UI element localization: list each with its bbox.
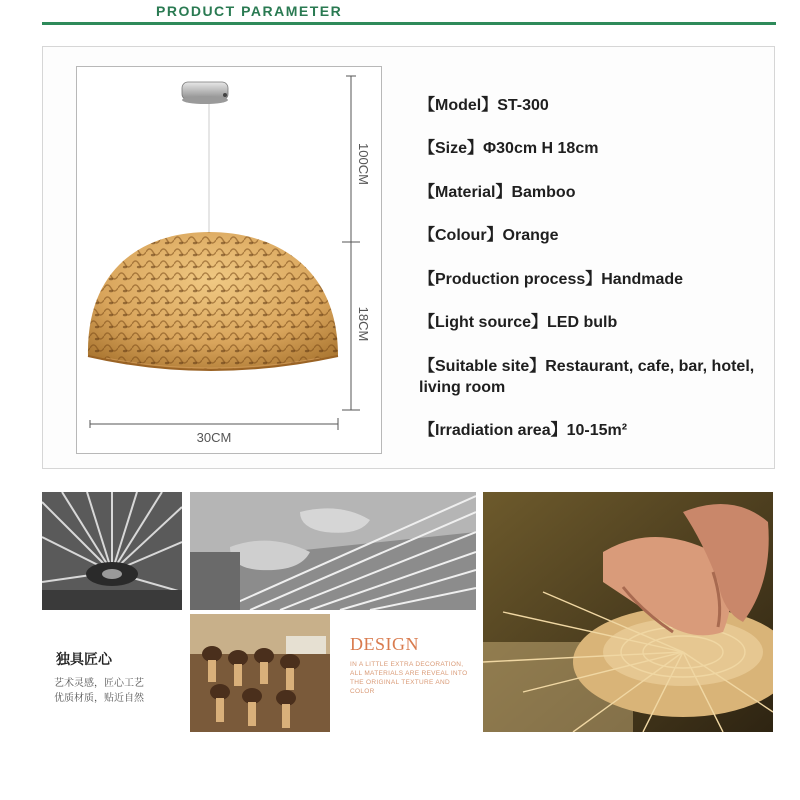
spec-list [419, 96, 759, 465]
width-label: 30CM [196, 430, 232, 445]
design-title: DESIGN [350, 634, 419, 654]
height-shade-label: 18CM [356, 306, 371, 342]
hands-weaving-photo [190, 492, 476, 610]
spec-production-process: 【Production process】Handmade [419, 270, 684, 288]
lamp-diagram [76, 66, 382, 454]
craftsmanship-line-1: 艺术灵感，匠心工艺 [54, 678, 144, 689]
page-title: PRODUCT PARAMETER [156, 3, 343, 19]
ceiling-canopy [182, 82, 228, 104]
spec-light-source: 【Light source】LED bulb [419, 313, 618, 331]
craftsmanship-line-2: 优质材质，贴近自然 [54, 693, 144, 704]
spec-model: 【Model】ST-300 [419, 97, 549, 114]
tools-photo [190, 614, 330, 732]
craftsman-weaving-photo [483, 492, 773, 732]
craftsmanship-text [54, 676, 182, 706]
craftsmanship-title: 独具匠心 [56, 652, 112, 668]
spec-material: 【Material】Bamboo [419, 183, 576, 201]
bamboo-spokes-photo [42, 492, 182, 610]
header-divider [42, 22, 776, 25]
design-text: IN A LITTLE EXTRA DECORATION, ALL MATERIALS ARE REVEAL INTO THE ORIGINAL TEXTURE AND COLOR [350, 661, 468, 695]
spec-colour: 【Colour】Orange [419, 227, 559, 245]
design-panel [336, 614, 476, 732]
spec-irradiation-area: 【Irradiation area】10-15m² [419, 422, 628, 440]
spec-size: 【Size】Φ30cm H 18cm [419, 140, 599, 158]
spec-suitable-site: 【Suitable site】Restaurant, cafe, bar, hotel, living room [419, 358, 755, 397]
bamboo-shade [88, 232, 338, 370]
craftsmanship-panel [42, 614, 182, 732]
height-cord-label: 100CM [356, 143, 371, 185]
